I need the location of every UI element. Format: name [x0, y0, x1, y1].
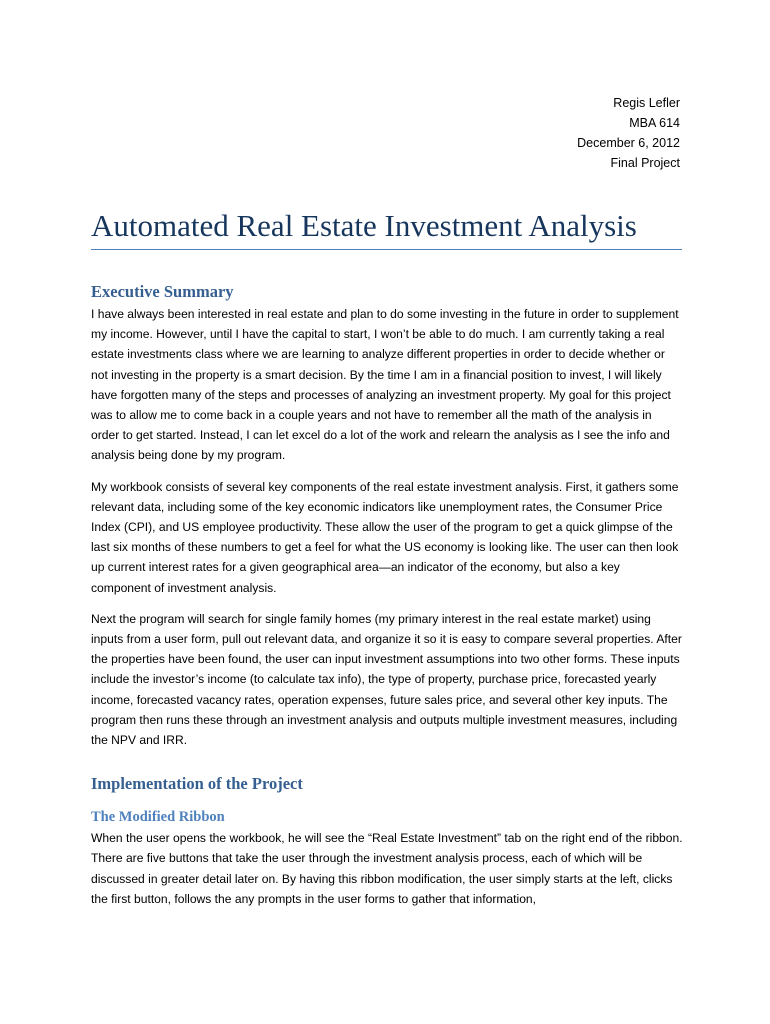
executive-summary-paragraph-1: I have always been interested in real estate and plan to do some investing in the future in order to supplement my income. However, until I have the capital to start, I won’t be able to do much. I am currently taking a real estate investments class where we are learning to analyze different properties in order to decide whether or not investing in the property is a smart decision. By the time I am in a financial position to invest, I will likely have forgotten many of the steps and processes of analyzing an investment property. My goal for this project was to allow me to come back in a couple years and not have to remember all the math of the analysis in order to get started. Instead, I can let excel do a lot of the work and relearn the analysis as I see the info and analysis being done by my program. [91, 307, 679, 463]
document-body [91, 280, 683, 909]
author-block [577, 93, 680, 173]
modified-ribbon-heading: The Modified Ribbon [91, 809, 225, 826]
submission-date: December 6, 2012 [577, 136, 680, 150]
document-title: Automated Real Estate Investment Analysis [91, 205, 682, 250]
executive-summary-heading: Executive Summary [91, 282, 234, 301]
author-name: Regis Lefler [613, 96, 680, 110]
assignment-name: Final Project [610, 156, 680, 170]
executive-summary-paragraph-3: Next the program will search for single family homes (my primary interest in the real estate market) using inputs from a user form, pull out relevant data, and organize it so it is easy to compare several properties. After the properties have been found, the user can input investment assumptions into two other forms. These inputs include the investor’s income (to calculate tax info), the type of property, purchase price, forecasted yearly income, forecasted vacancy rates, operation expenses, future sales price, and several other key inputs. The program then runs these through an investment analysis and outputs multiple investment measures, including the NPV and IRR. [91, 611, 682, 748]
executive-summary-paragraph-2: My workbook consists of several key components of the real estate investment analysis. First, it gathers some relevant data, including some of the key economic indicators like unemployment rates, the Consumer Price Index (CPI), and US employee productivity. These allow the user of the program to get a quick glimpse of the last six months of these numbers to get a feel for what the US economy is looking like. The user can then look up current interest rates for a given geographical area—an indicator of the economy, but also a key component of investment analysis. [91, 479, 679, 595]
implementation-heading: Implementation of the Project [91, 774, 303, 794]
course-code: MBA 614 [629, 116, 680, 130]
modified-ribbon-paragraph: When the user opens the workbook, he will see the “Real Estate Investment” tab on the right end of the ribbon. There are five buttons that take the user through the investment analysis process, each of which will be discussed in greater detail later on. By having this ribbon modification, the user simply starts at the left, clicks the first button, follows the any prompts in the user forms to gather that information, [91, 831, 683, 906]
